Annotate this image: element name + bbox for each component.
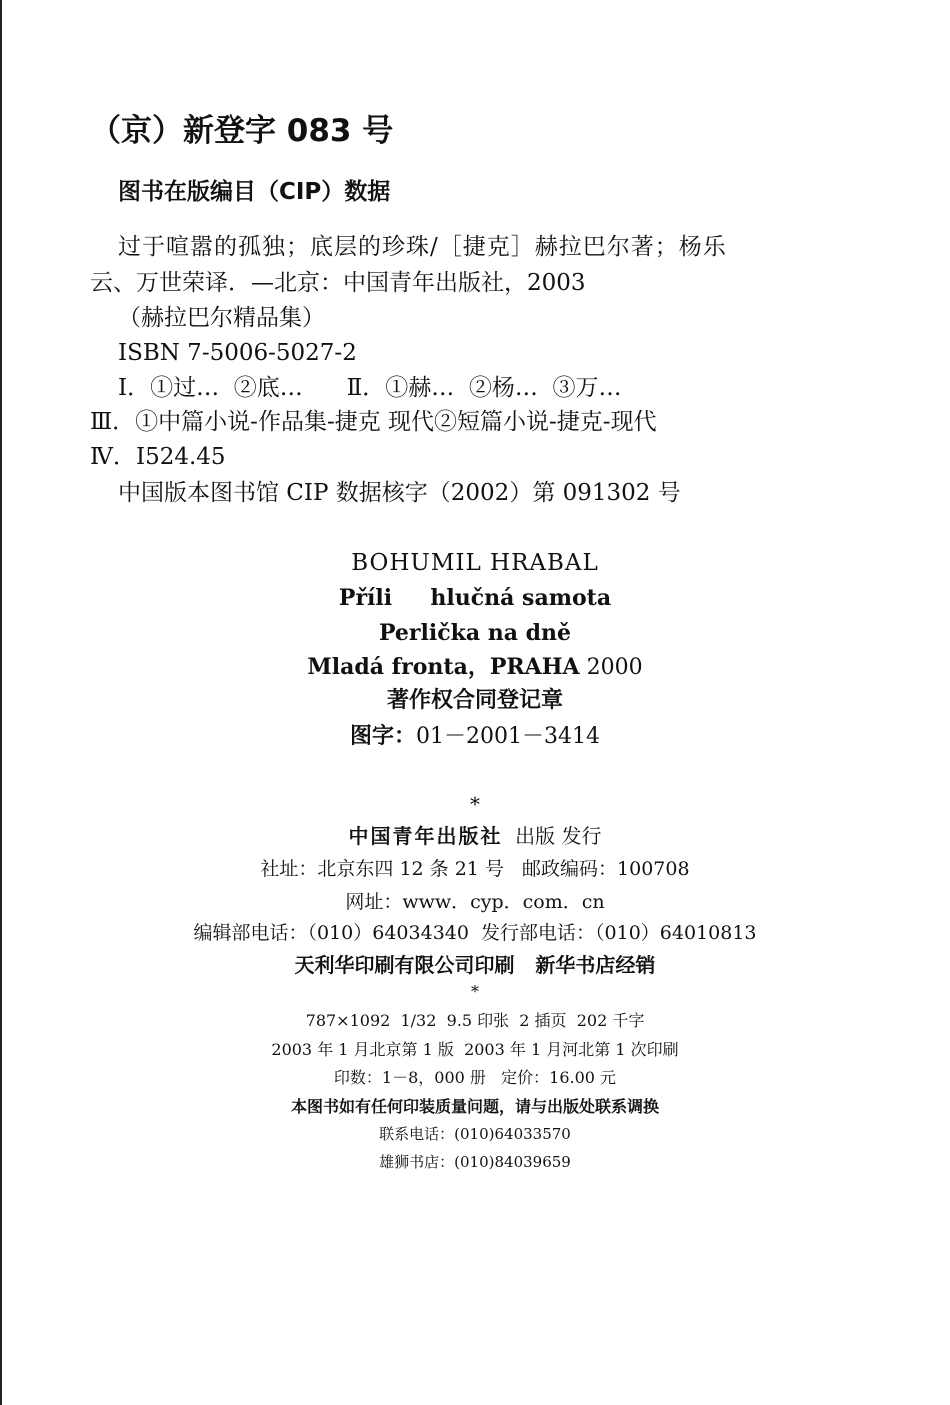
bookstore-phone: 雄狮书店：(010)84039659: [379, 1153, 571, 1171]
publisher-registration: （京）新登字 083 号: [90, 113, 394, 149]
cip-isbn: ISBN 7-5006-5027-2: [118, 340, 357, 366]
original-publisher-line: [0, 656, 950, 679]
original-title-2: Perlička na dně: [378, 620, 572, 646]
separator-star-2: *: [471, 982, 479, 1001]
publisher-name: 中国青年出版社: [348, 824, 503, 848]
original-title-1: Příli hlučná samota: [338, 585, 612, 611]
cip-line-5: Ⅰ．①过… ②底… Ⅱ．①赫… ②杨… ③万…: [118, 375, 622, 401]
quality-notice: 本图书如有任何印装质量问题，请与出版处联系调换: [290, 1097, 659, 1116]
edition-info: 2003 年 1 月北京第 1 版 2003 年 1 月河北第 1 次印刷: [271, 1040, 679, 1059]
print-run-price: 印数：1－8，000 册 定价：16.00 元: [333, 1068, 617, 1087]
cip-line-3: （赫拉巴尔精品集）: [118, 305, 325, 331]
cip-line-1: 过于喧嚣的孤独；底层的珍珠/［捷克］赫拉巴尔著；杨乐: [118, 234, 727, 260]
cip-line-7: Ⅳ．I524.45: [90, 444, 226, 470]
contract-line: [0, 726, 950, 748]
publisher-address: 社址：北京东四 12 条 21 号 邮政编码：100708: [260, 858, 690, 880]
separator-star: *: [470, 792, 480, 816]
cip-line-6: Ⅲ．①中篇小说-作品集-捷克 现代②短篇小说-捷克-现代: [90, 409, 657, 435]
printer-distributor: 天利华印刷有限公司印刷 新华书店经销: [294, 953, 656, 977]
cip-heading: 图书在版编目（CIP）数据: [118, 179, 391, 205]
original-year: 2000: [586, 655, 643, 680]
book-format: 787×1092 1/32 9.5 印张 2 插页 202 千字: [305, 1011, 645, 1030]
contact-phone: 联系电话：(010)64033570: [379, 1125, 571, 1143]
contract-number: 01－2001－3414: [416, 724, 600, 749]
contract-label: 图字：: [350, 724, 417, 749]
publisher-line: [0, 826, 950, 846]
copyright-heading: 著作权合同登记章: [386, 688, 563, 713]
cip-verification: 中国版本图书馆 CIP 数据核字（2002）第 091302 号: [118, 480, 681, 506]
publisher-phones: 编辑部电话：（010）64034340 发行部电话：（010）64010813: [193, 922, 757, 944]
cip-line-2: 云、万世荣译．—北京：中国青年出版社，2003: [90, 270, 586, 296]
publisher-website: 网址：www．cyp．com．cn: [345, 891, 605, 913]
original-author: BOHUMIL HRABAL: [351, 550, 599, 576]
original-publisher: Mladá fronta，PRAHA: [307, 654, 580, 680]
publish-issue: 出版 发行: [515, 824, 602, 848]
